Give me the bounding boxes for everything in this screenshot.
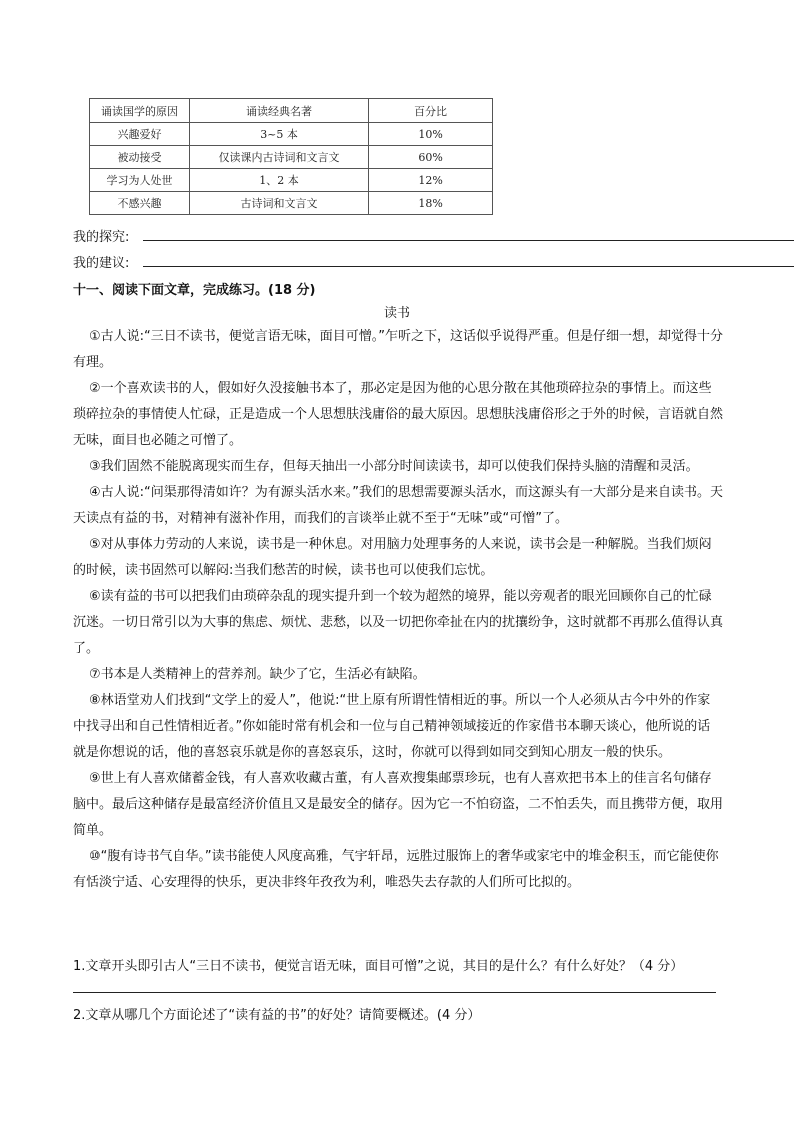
- article-paragraph: ⑧林语堂劝人们找到“文学上的爱人”，他说:“世上原有所谓性情相近的事。所以一个人必须从古今中外的作家中找寻出和自己性情相近者。”你如能时常有机会和一位与自己精神领域接近的作家借书本聊天谈心，他所说的话就是你想说的话，他的喜怒哀乐就是你的喜怒哀乐，这时，你就可以得到如同交到知心朋友一般的快乐。: [73, 693, 711, 760]
- table-cell: 不感兴趣: [90, 192, 190, 215]
- article-paragraph: ⑤对从事体力劳动的人来说，读书是一种休息。对用脑力处理事务的人来说，读书会是一种解脱。当我们烦闷的时候，读书固然可以解闷:当我们愁苦的时候，读书也可以使我们忘忧。: [73, 537, 712, 578]
- article-paragraph: ⑥读有益的书可以把我们由琐碎杂乱的现实提升到一个较为超然的境界，能以旁观者的眼光回顾你自己的忙碌沉迷。一切日常引以为大事的焦虑、烦忧、悲愁，以及一切把你牵扯在内的扰攘纷争，这时就都不再那么值得认真了。: [73, 589, 724, 656]
- table-cell: 学习为人处世: [90, 169, 190, 192]
- table-cell: 古诗词和文言文: [189, 192, 368, 215]
- table-cell: 1、2 本: [189, 169, 368, 192]
- explore-label: 我的探究:: [73, 230, 130, 245]
- suggest-answer-line[interactable]: [143, 266, 794, 267]
- table-cell: 60%: [369, 146, 493, 169]
- article-title: 读书: [383, 306, 410, 321]
- article-paragraph: ⑨世上有人喜欢储蓄金钱，有人喜欢收藏古董，有人喜欢搜集邮票珍玩，也有人喜欢把书本上的佳言名句储存脑中。最后这种储存是最富经济价值且又是最安全的储存。因为它一不怕窃盗，二不怕丢失，而且携带方便，取用简单。: [73, 771, 724, 838]
- explore-answer-row: [73, 226, 129, 245]
- table-cell: 仅读课内古诗词和文言文: [189, 146, 368, 169]
- article-body: [73, 324, 723, 896]
- table-row: [90, 169, 493, 192]
- question-1: 1.文章开头即引古人“三日不读书，便觉言语无味，面目可憎”之说，其目的是什么？有什么好处？（4 分）: [73, 959, 684, 974]
- table-cell: 12%: [369, 169, 493, 192]
- table-cell: 兴趣爱好: [90, 123, 190, 146]
- table-cell: 18%: [369, 192, 493, 215]
- question-2: 2.文章从哪几个方面论述了“读有益的书”的好处？请简要概述。(4 分）: [73, 1008, 481, 1023]
- column-header: 诵读经典名著: [189, 99, 368, 123]
- article-paragraph: ③我们固然不能脱离现实而生存，但每天抽出一小部分时间读读书，却可以使我们保持头脑的清醒和灵活。: [89, 459, 699, 474]
- article-paragraph: ①古人说:“三日不读书，便觉言语无味，面目可憎。”乍听之下，这话似乎说得严重。但是仔细一想，却觉得十分有理。: [73, 329, 724, 370]
- table-cell: 10%: [369, 123, 493, 146]
- table-cell: 3~5 本: [189, 123, 368, 146]
- article-paragraph: ⑩“腹有诗书气自华。”读书能使人风度高雅，气宇轩昂，远胜过服饰上的奢华或家宅中的堆金积玉，而它能使你有恬淡宁适、心安理得的快乐，更决非终年孜孜为利，唯恐失去存款的人们所可比拟的。: [73, 849, 719, 890]
- question-1-answer-line[interactable]: [73, 992, 716, 993]
- article-paragraph: ⑦书本是人类精神上的营养剂。缺少了它，生活必有缺陷。: [89, 667, 426, 682]
- suggest-label: 我的建议:: [73, 256, 130, 271]
- table-row: [90, 146, 493, 169]
- table-cell: 被动接受: [90, 146, 190, 169]
- explore-answer-line[interactable]: [143, 240, 794, 241]
- table-header-row: [90, 99, 493, 123]
- article-paragraph: ②一个喜欢读书的人，假如好久没接触书本了，那必定是因为他的心思分散在其他琐碎拉杂的事情上。而这些琐碎拉杂的事情使人忙碌，正是造成一个人思想肤浅庸俗的最大原因。思想肤浅庸俗形之于外的时候，言语就自然无味，面目也必随之可憎了。: [73, 381, 724, 448]
- table-row: [90, 123, 493, 146]
- column-header: 百分比: [369, 99, 493, 123]
- section-heading: 十一、阅读下面文章，完成练习。(18 分): [73, 283, 316, 298]
- column-header: 诵读国学的原因: [90, 99, 190, 123]
- article-paragraph: ④古人说:“问渠那得清如许？为有源头活水来。”我们的思想需要源头活水，而这源头有一大部分是来自读书。天天读点有益的书，对精神有滋补作用，而我们的言谈举止就不至于“无味”或“可憎”了。: [73, 485, 724, 526]
- table-row: [90, 192, 493, 215]
- suggest-answer-row: [73, 252, 129, 271]
- survey-table: [89, 98, 493, 215]
